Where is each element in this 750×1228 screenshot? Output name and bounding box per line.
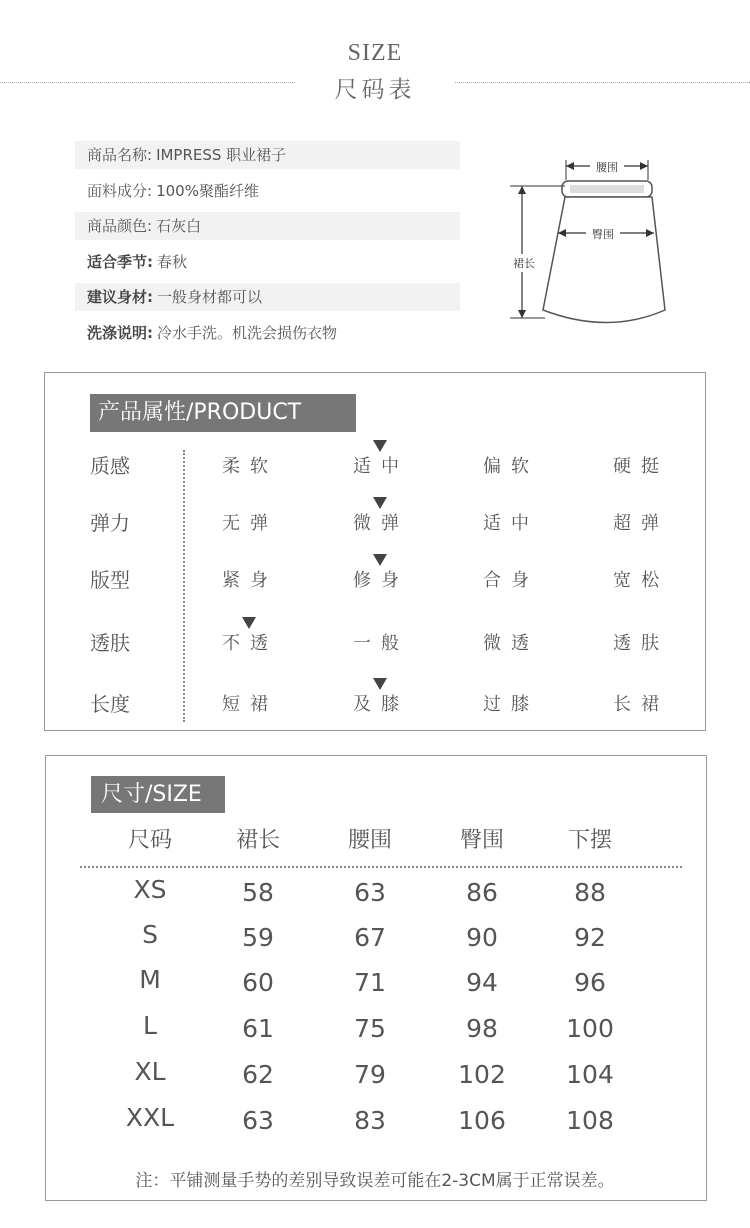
selected-marker-icon (373, 497, 387, 509)
size-value: 63 (242, 1106, 274, 1135)
size-label: L (143, 1011, 157, 1040)
size-value: 62 (242, 1060, 274, 1089)
attribute-option: 透肤 (613, 633, 669, 654)
info-value: 冷水手洗。机洗会损伤衣物 (157, 323, 338, 342)
info-value: 春秋 (157, 252, 188, 271)
info-key: 适合季节: (87, 252, 153, 271)
size-table-title: 尺寸/SIZE (91, 776, 225, 813)
attribute-option: 无弹 (222, 513, 278, 534)
size-label: XS (133, 875, 167, 904)
size-value: 71 (354, 968, 386, 997)
product-info-list (75, 141, 460, 354)
info-row (75, 283, 460, 311)
size-value: 61 (242, 1014, 274, 1043)
size-value: 75 (354, 1014, 386, 1043)
info-row (75, 212, 460, 240)
size-value: 106 (458, 1106, 506, 1135)
size-label: M (139, 965, 161, 994)
size-column-header: 尺码 (127, 828, 172, 853)
attribute-option: 硬挺 (613, 456, 669, 477)
info-key: 商品颜色: (87, 217, 153, 235)
attribute-option: 过膝 (483, 694, 539, 715)
attribute-label: 版型 (90, 568, 130, 592)
info-key: 洗涤说明: (87, 323, 153, 342)
product-attributes-title: 产品属性/PRODUCT (90, 394, 356, 432)
size-value: 63 (354, 878, 386, 907)
info-row (75, 319, 460, 347)
attribute-option: 一般 (353, 633, 409, 654)
selected-marker-icon (242, 617, 256, 629)
size-value: 88 (574, 878, 606, 907)
header-title-en: SIZE (347, 40, 403, 66)
info-key: 面料成分: (87, 181, 153, 200)
page-header (0, 40, 750, 104)
size-note: 注：平铺测量手势的差别导致误差可能在2-3CM属于正常误差。 (135, 1171, 615, 1191)
size-value: 90 (466, 923, 498, 952)
info-key: 商品名称: (87, 146, 153, 164)
size-column-header: 下摆 (567, 828, 612, 853)
header-title-cn: 尺码表 (334, 77, 416, 103)
length-label: 裙长 (513, 257, 535, 270)
size-value: 100 (566, 1014, 614, 1043)
attribute-option: 宽松 (613, 570, 669, 591)
info-key: 建议身材: (87, 288, 153, 306)
size-value: 104 (566, 1060, 614, 1089)
size-header-divider (80, 866, 682, 868)
attribute-option: 不透 (222, 633, 278, 654)
attribute-option: 及膝 (353, 694, 409, 715)
size-value: 92 (574, 923, 606, 952)
attribute-label: 弹力 (90, 511, 130, 535)
attribute-option: 超弹 (613, 513, 669, 534)
size-value: 96 (574, 968, 606, 997)
size-value: 94 (466, 968, 498, 997)
size-value: 108 (566, 1106, 614, 1135)
size-label: XXL (125, 1103, 175, 1132)
info-value: 一般身材都可以 (157, 288, 263, 306)
info-row (75, 141, 460, 169)
size-value: 60 (242, 968, 274, 997)
size-value: 86 (466, 878, 498, 907)
attribute-label: 透肤 (90, 631, 130, 655)
size-label: XL (134, 1057, 166, 1086)
info-value: 石灰白 (156, 217, 202, 235)
info-value: 100%聚酯纤维 (156, 181, 259, 200)
info-row (75, 248, 460, 276)
size-value: 67 (354, 923, 386, 952)
waist-label: 腰围 (596, 161, 618, 174)
size-column-header: 臀围 (459, 828, 504, 853)
attribute-option: 微透 (483, 633, 539, 654)
size-column-header: 腰围 (347, 828, 392, 853)
attribute-option: 偏软 (483, 456, 539, 477)
size-value: 58 (242, 878, 274, 907)
attribute-label: 长度 (90, 692, 130, 716)
hip-label: 臀围 (592, 228, 614, 241)
size-value: 79 (354, 1060, 386, 1089)
attribute-option: 合身 (483, 570, 539, 591)
size-value: 59 (242, 923, 274, 952)
size-value: 83 (354, 1106, 386, 1135)
attribute-option: 修身 (353, 570, 409, 591)
selected-marker-icon (373, 678, 387, 690)
attribute-label: 质感 (90, 454, 130, 478)
attribute-option: 适中 (353, 456, 409, 477)
size-label: S (142, 920, 158, 949)
selected-marker-icon (373, 554, 387, 566)
attribute-option: 紧身 (222, 570, 278, 591)
skirt-measurement-diagram (500, 150, 690, 335)
attributes-divider (183, 450, 185, 722)
size-value: 98 (466, 1014, 498, 1043)
attribute-option: 柔软 (222, 456, 278, 477)
attribute-option: 长裙 (613, 694, 669, 715)
selected-marker-icon (373, 440, 387, 452)
size-column-header: 裙长 (235, 828, 280, 853)
attribute-option: 微弹 (353, 513, 409, 534)
attribute-option: 适中 (483, 513, 539, 534)
attribute-option: 短裙 (222, 694, 278, 715)
info-value: IMPRESS 职业裙子 (156, 146, 287, 164)
size-value: 102 (458, 1060, 506, 1089)
info-row (75, 177, 460, 205)
